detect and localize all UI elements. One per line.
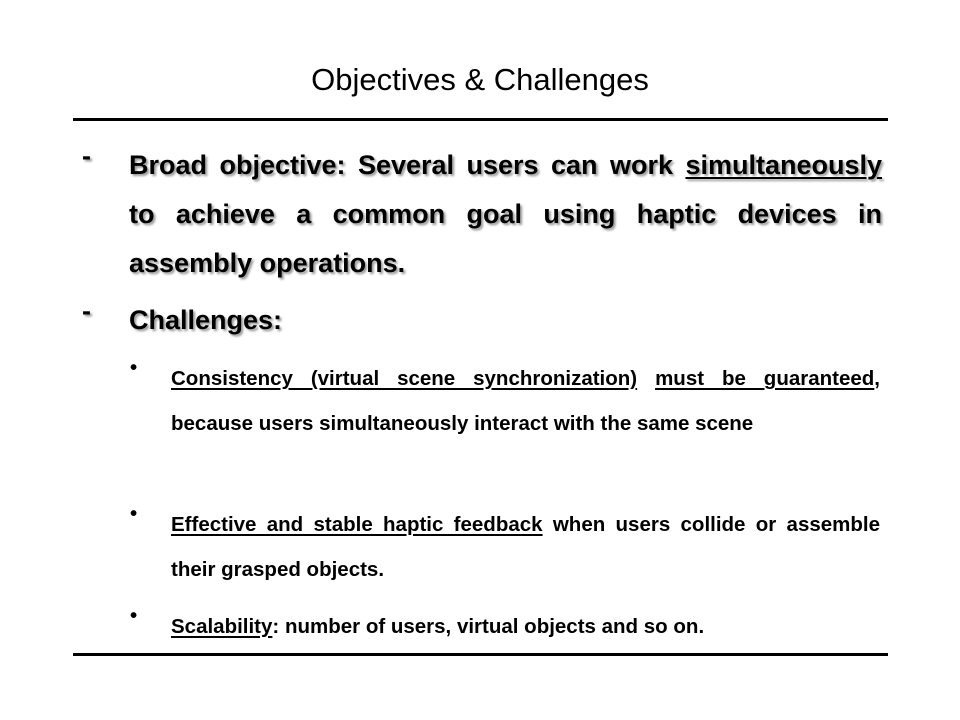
challenges-dash: - <box>82 296 91 326</box>
challenge-underline: Scalability <box>171 615 273 638</box>
objective-dash: - <box>82 141 91 171</box>
challenge-underline: Consistency (virtual scene synchronization) <box>171 367 638 390</box>
challenge-text <box>171 356 880 446</box>
top-divider <box>73 118 888 121</box>
objective-emphasis: simultaneously <box>685 150 882 180</box>
challenge-consistency <box>130 356 880 446</box>
objective-label: Broad objective: <box>129 150 346 180</box>
challenge-underline: must be guaranteed <box>655 367 875 390</box>
slide-title: Objectives & Challenges <box>311 62 649 97</box>
challenge-plain: , because users simultaneously interact with the same scene <box>171 367 880 435</box>
challenge-scalability <box>130 604 880 649</box>
objective-text-before: Several users can work <box>345 150 686 180</box>
challenge-plain <box>637 367 655 390</box>
challenge-plain: when users collide or assemble their grasped objects. <box>171 513 880 581</box>
objective-item <box>82 141 882 288</box>
challenge-haptic-feedback <box>130 502 880 592</box>
bottom-divider <box>73 653 888 656</box>
challenge-text <box>171 604 880 649</box>
objective-text-after: to achieve a common goal using haptic devices in assembly operations. <box>129 199 882 278</box>
challenge-text <box>171 502 880 592</box>
bullet-icon: • <box>130 604 138 627</box>
bullet-icon: • <box>130 356 138 379</box>
challenges-item <box>82 296 882 345</box>
challenges-label: Challenges: <box>129 305 283 335</box>
bullet-icon: • <box>130 502 138 525</box>
challenge-underline: Effective and stable haptic feedback <box>171 513 543 536</box>
objective-text <box>129 141 882 288</box>
challenge-plain: : number of users, virtual objects and so on. <box>272 615 705 638</box>
